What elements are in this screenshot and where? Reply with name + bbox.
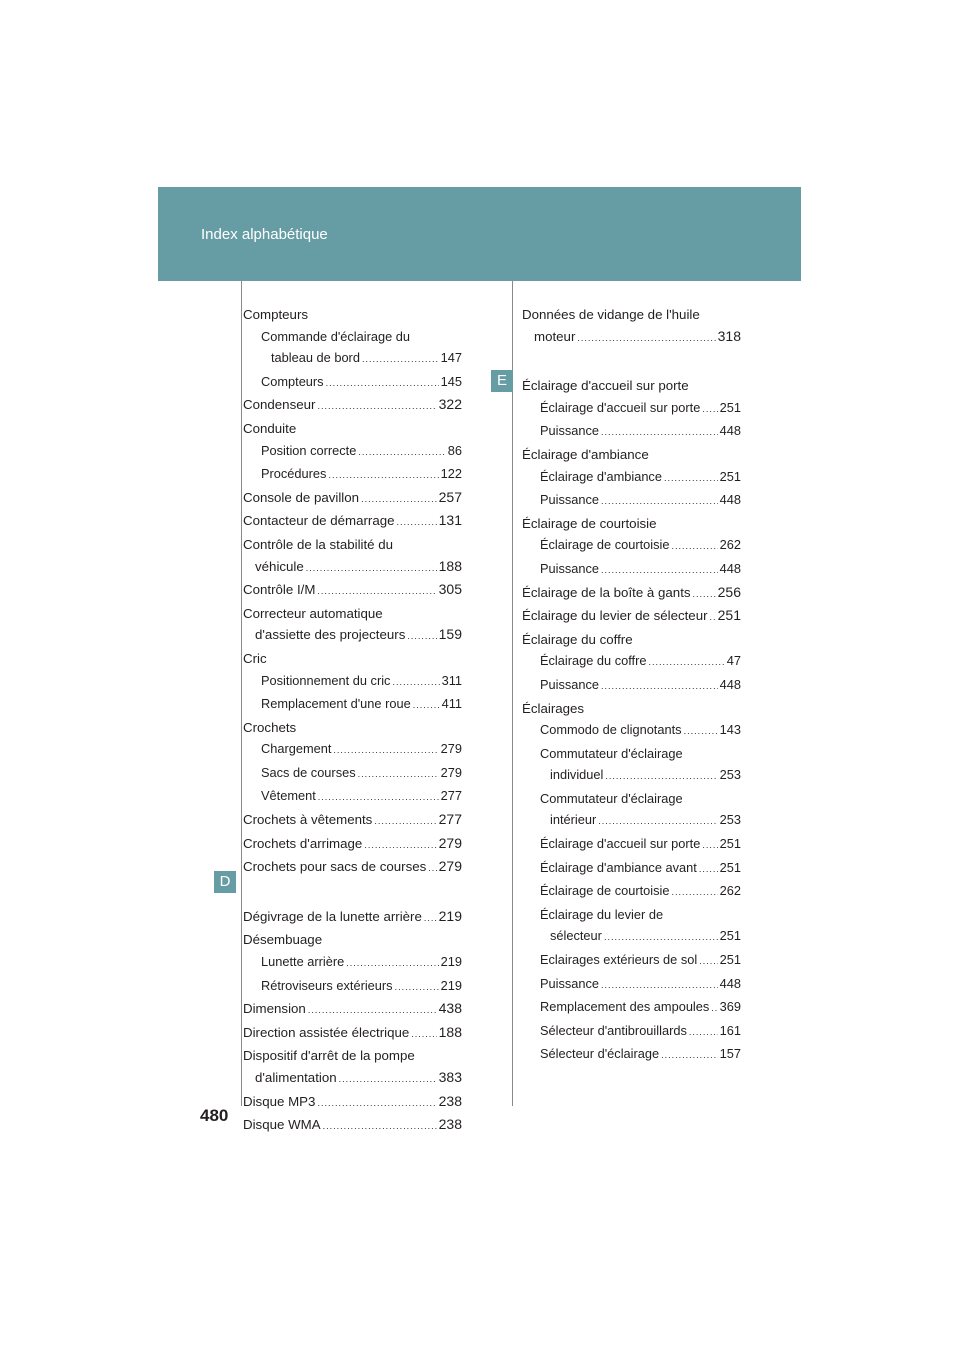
leader-dots: [702, 399, 717, 421]
index-entry: [522, 444, 741, 466]
entry-page-number: 145: [440, 373, 462, 389]
entry-term: Console de pavillon: [243, 489, 360, 505]
entry-page-number: 369: [719, 999, 741, 1015]
leader-dots: [684, 721, 718, 743]
leader-dots: [671, 536, 717, 558]
entry-term: Chargement: [261, 741, 332, 757]
index-entry: [522, 996, 741, 1020]
leader-dots: [317, 396, 436, 418]
leader-dots: [328, 465, 438, 487]
index-entry: [522, 513, 741, 535]
index-entry: [243, 717, 462, 739]
index-entry: [243, 762, 462, 786]
entry-term: Rétroviseurs extérieurs: [261, 977, 393, 993]
entry-term: Crochets à vêtements: [243, 812, 373, 828]
entry-term: d'alimentation: [255, 1070, 337, 1085]
entry-term: Compteurs: [243, 307, 309, 322]
leader-dots: [358, 764, 439, 786]
entry-term: Crochets pour sacs de courses: [243, 859, 427, 875]
index-entry: [243, 693, 462, 717]
entry-page-number: 277: [440, 788, 462, 804]
entry-page-number: 251: [717, 607, 741, 624]
index-entry: [243, 326, 462, 348]
index-entry: [522, 719, 741, 743]
index-entry: [243, 624, 462, 648]
entry-page-number: 438: [438, 1000, 462, 1017]
leader-dots: [710, 607, 716, 629]
entry-term: Éclairages: [522, 700, 585, 716]
leader-dots: [664, 468, 718, 490]
entry-term: Éclairage du levier de sélecteur: [522, 608, 708, 624]
entry-page-number: 311: [441, 672, 462, 688]
entry-page-number: 188: [438, 557, 462, 574]
index-entry: [522, 833, 741, 857]
index-entry: [522, 904, 741, 926]
entry-term: Contrôle de la stabilité du: [243, 536, 394, 552]
leader-dots: [326, 373, 439, 395]
entry-page-number: 262: [719, 537, 741, 553]
entry-term: Éclairage d'ambiance avant: [540, 859, 697, 875]
index-entry: [243, 510, 462, 534]
index-entry: [243, 975, 462, 999]
entry-page-number: 238: [438, 1116, 462, 1133]
entry-term: Commande d'éclairage du: [261, 328, 410, 344]
leader-dots: [306, 558, 437, 580]
index-entry: [243, 785, 462, 809]
index-entry: [243, 856, 462, 880]
entry-page-number: 277: [438, 811, 462, 828]
entry-term: Remplacement d'une roue: [261, 696, 411, 712]
section-tab-d: D: [214, 871, 236, 893]
entry-term: Éclairage du coffre: [540, 653, 647, 669]
entry-page-number: 448: [719, 423, 741, 439]
entry-page-number: 262: [719, 883, 741, 899]
index-entry: [522, 466, 741, 490]
leader-dots: [601, 975, 718, 997]
index-entry: [243, 1114, 462, 1138]
entry-page-number: 253: [719, 812, 741, 828]
leader-dots: [317, 1093, 436, 1115]
index-entry: [243, 906, 462, 930]
leader-dots: [711, 998, 717, 1020]
index-entry: [243, 648, 462, 670]
entry-term: Puissance: [540, 975, 600, 991]
index-entry: [243, 1067, 462, 1091]
entry-term: Éclairage d'accueil sur porte: [540, 399, 701, 415]
index-entry: [243, 998, 462, 1022]
index-entry: [243, 1091, 462, 1115]
leader-dots: [333, 740, 438, 762]
entry-term: Disque WMA: [243, 1117, 321, 1133]
leader-dots: [308, 1000, 437, 1022]
index-entry: [243, 371, 462, 395]
index-column-left: [243, 304, 462, 1138]
index-entry: [522, 809, 741, 833]
entry-page-number: 448: [719, 676, 741, 692]
index-entry: [522, 534, 741, 558]
leader-dots: [407, 626, 436, 648]
leader-dots: [358, 442, 445, 464]
index-entry: [243, 603, 462, 625]
entry-page-number: 251: [719, 468, 741, 484]
leader-dots: [339, 1069, 437, 1091]
entry-term: Commutateur d'éclairage: [540, 745, 683, 761]
right-column-rule: [512, 281, 513, 1106]
entry-term: sélecteur: [550, 928, 602, 944]
index-entry: [243, 1022, 462, 1046]
entry-term: Commodo de clignotants: [540, 722, 682, 738]
entry-page-number: 448: [719, 560, 741, 576]
index-entry: [522, 558, 741, 582]
index-entry: [522, 629, 741, 651]
entry-page-number: 219: [440, 954, 462, 970]
leader-dots: [577, 328, 715, 350]
entry-term: Crochets: [243, 719, 297, 735]
index-entry: [522, 326, 741, 350]
index-entry: [522, 698, 741, 720]
index-entry: [522, 375, 741, 397]
entry-term: Contrôle I/M: [243, 582, 316, 598]
index-entry: [522, 764, 741, 788]
leader-dots: [671, 882, 717, 904]
entry-page-number: 251: [719, 928, 741, 944]
entry-term: Éclairage de courtoisie: [522, 515, 657, 531]
entry-page-number: 448: [719, 975, 741, 991]
leader-dots: [689, 1022, 718, 1044]
index-entry: [522, 788, 741, 810]
index-entry: [522, 880, 741, 904]
entry-page-number: 47: [726, 653, 741, 669]
index-entry: [243, 929, 462, 951]
index-entry: [522, 650, 741, 674]
entry-term: d'assiette des projecteurs: [255, 627, 406, 643]
index-entry: [243, 556, 462, 580]
entry-term: moteur: [534, 328, 576, 344]
entry-term: Cric: [243, 650, 267, 666]
entry-term: Procédures: [261, 466, 327, 482]
entry-term: Puissance: [540, 423, 600, 439]
index-entry: [243, 1045, 462, 1067]
entry-term: Désembuage: [243, 932, 323, 948]
entry-page-number: 219: [440, 977, 462, 993]
entry-term: intérieur: [550, 812, 597, 828]
leader-dots: [699, 951, 717, 973]
index-entry: [522, 973, 741, 997]
entry-page-number: 279: [440, 741, 462, 757]
entry-page-number: 411: [441, 696, 462, 712]
entry-page-number: 279: [438, 858, 462, 875]
leader-dots: [428, 858, 436, 880]
entry-term: Sélecteur d'antibrouillards: [540, 1022, 687, 1038]
index-entry: [522, 1043, 741, 1067]
leader-dots: [601, 491, 718, 513]
entry-page-number: 157: [719, 1046, 741, 1062]
index-entry: [522, 949, 741, 973]
entry-term: Direction assistée électrique: [243, 1024, 410, 1040]
entry-term: Éclairage d'accueil sur porte: [522, 378, 689, 394]
index-entry: [243, 347, 462, 371]
entry-term: Dégivrage de la lunette arrière: [243, 908, 422, 924]
entry-page-number: 448: [719, 492, 741, 508]
entry-page-number: 251: [719, 836, 741, 852]
entry-page-number: 159: [438, 626, 462, 643]
leader-dots: [318, 787, 439, 809]
entry-term: véhicule: [255, 558, 304, 574]
leader-dots: [605, 766, 717, 788]
leader-dots: [392, 672, 439, 694]
index-entry: [243, 738, 462, 762]
entry-term: Éclairage du levier de: [540, 906, 664, 922]
entry-term: Dimension: [243, 1001, 306, 1017]
leader-dots: [323, 1116, 437, 1138]
page-number: 480: [200, 1106, 229, 1125]
entry-term: Compteurs: [261, 373, 324, 389]
entry-term: Vêtement: [261, 788, 316, 804]
entry-page-number: 251: [719, 859, 741, 875]
header-title: Index alphabétique: [201, 226, 328, 243]
index-entry: [522, 420, 741, 444]
entry-page-number: 279: [438, 834, 462, 851]
leader-dots: [411, 1024, 436, 1046]
entry-term: Eclairages extérieurs de sol: [540, 952, 698, 968]
entry-term: Lunette arrière: [261, 954, 345, 970]
leader-dots: [648, 652, 724, 674]
entry-page-number: 188: [438, 1023, 462, 1040]
entry-term: Données de vidange de l'huile: [522, 307, 700, 322]
index-entry: [522, 925, 741, 949]
entry-page-number: 147: [440, 350, 462, 366]
index-entry: [522, 489, 741, 513]
entry-term: individuel: [550, 767, 604, 783]
index-entry: [522, 582, 741, 606]
leader-dots: [601, 676, 718, 698]
index-entry: [243, 833, 462, 857]
leader-dots: [699, 859, 718, 881]
entry-term: Éclairage de courtoisie: [540, 883, 670, 899]
entry-page-number: 318: [717, 327, 741, 344]
index-entry: [522, 857, 741, 881]
entry-term: Commutateur d'éclairage: [540, 790, 683, 806]
index-entry: [522, 605, 741, 629]
entry-term: Correcteur automatique: [243, 605, 383, 621]
entry-term: Contacteur de démarrage: [243, 513, 395, 529]
entry-page-number: 238: [438, 1092, 462, 1109]
index-entry: [243, 534, 462, 556]
entry-term: Puissance: [540, 492, 600, 508]
leader-dots: [397, 512, 437, 534]
entry-term: Condenseur: [243, 397, 316, 413]
leader-dots: [601, 422, 718, 444]
entry-page-number: 86: [447, 442, 462, 458]
index-entry: [243, 809, 462, 833]
entry-page-number: 256: [717, 583, 741, 600]
index-entry: [243, 951, 462, 975]
index-entry: [522, 743, 741, 765]
entry-page-number: 131: [438, 512, 462, 529]
leader-dots: [601, 560, 718, 582]
entry-term: Crochets d'arrimage: [243, 835, 363, 851]
entry-term: Éclairage de courtoisie: [540, 537, 670, 553]
entry-page-number: 305: [438, 581, 462, 598]
leader-dots: [693, 584, 716, 606]
leader-dots: [317, 581, 436, 603]
index-entry: [522, 674, 741, 698]
entry-term: tableau de bord: [271, 350, 360, 366]
leader-dots: [364, 835, 436, 857]
entry-term: Dispositif d'arrêt de la pompe: [243, 1048, 415, 1064]
entry-page-number: 219: [438, 907, 462, 924]
entry-term: Éclairage d'accueil sur porte: [540, 836, 701, 852]
leader-dots: [604, 927, 718, 949]
index-entry: [243, 440, 462, 464]
entry-term: Sélecteur d'éclairage: [540, 1046, 660, 1062]
index-entry: [243, 487, 462, 511]
entry-page-number: 251: [719, 952, 741, 968]
entry-term: Sacs de courses: [261, 764, 356, 780]
entry-term: Remplacement des ampoules: [540, 999, 710, 1015]
index-entry: [243, 418, 462, 440]
entry-term: Éclairage d'ambiance: [540, 468, 662, 484]
leader-dots: [702, 835, 717, 857]
index-entry: [243, 670, 462, 694]
entry-term: Positionnement du cric: [261, 672, 391, 688]
leader-dots: [661, 1045, 718, 1067]
index-entry: [243, 579, 462, 603]
index-entry: [243, 394, 462, 418]
entry-term: Éclairage du coffre: [522, 631, 633, 647]
entry-page-number: 161: [719, 1022, 741, 1038]
section-tab-e: E: [491, 370, 513, 392]
entry-term: Puissance: [540, 676, 600, 692]
entry-page-number: 279: [440, 764, 462, 780]
leader-dots: [346, 953, 438, 975]
entry-page-number: 122: [440, 466, 462, 482]
entry-page-number: 251: [719, 399, 741, 415]
entry-page-number: 253: [719, 767, 741, 783]
index-entry: [522, 397, 741, 421]
index-entry: [243, 304, 462, 326]
entry-page-number: 257: [438, 488, 462, 505]
leader-dots: [395, 977, 439, 999]
entry-term: Conduite: [243, 420, 297, 436]
index-column-right: [522, 304, 741, 1067]
leader-dots: [413, 695, 440, 717]
entry-page-number: 383: [438, 1069, 462, 1085]
left-column-rule: [241, 281, 242, 1106]
leader-dots: [374, 811, 436, 833]
index-entry: [522, 304, 741, 326]
index-entry: [243, 463, 462, 487]
entry-page-number: 322: [438, 396, 462, 413]
entry-term: Éclairage de la boîte à gants: [522, 584, 691, 600]
leader-dots: [424, 908, 437, 930]
entry-term: Position correcte: [261, 442, 357, 458]
entry-term: Disque MP3: [243, 1093, 316, 1109]
entry-term: Éclairage d'ambiance: [522, 446, 649, 462]
entry-term: Puissance: [540, 560, 600, 576]
leader-dots: [598, 811, 717, 833]
index-entry: [522, 1020, 741, 1044]
entry-page-number: 143: [719, 722, 741, 738]
leader-dots: [362, 349, 439, 371]
page-header: [158, 187, 801, 281]
leader-dots: [361, 489, 437, 511]
